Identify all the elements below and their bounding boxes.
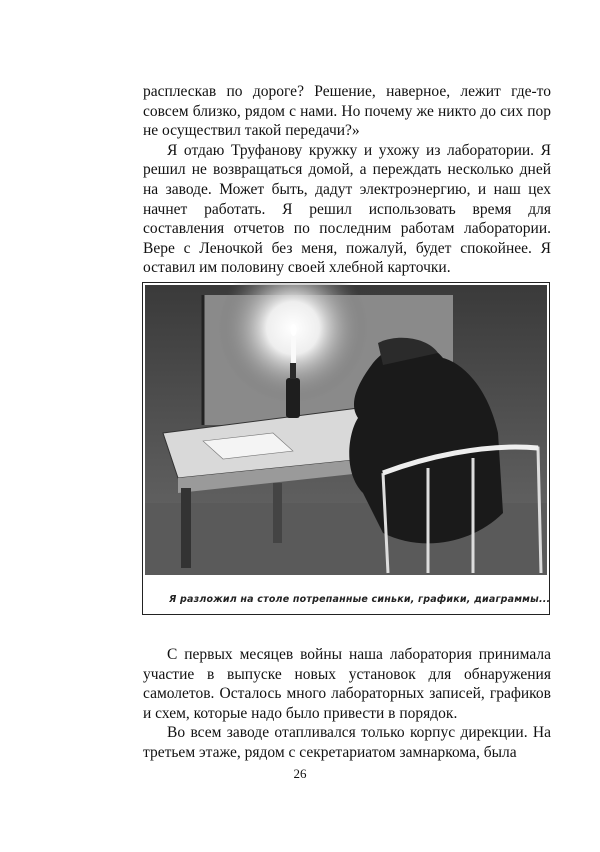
table-leg [181,488,191,568]
paragraph-continues: Во всем заводе отапливался только корпус дирекции. На третьем этаже, рядом с секретариатом замнаркома, была [143,724,551,761]
paragraph: С первых месяцев войны наша лаборатория принимала участие в выпуске новых установок для обнаружения самолетов. Осталось много лабораторных записей, графиков и схем, которые надо было привести в порядок. [143,646,551,722]
paragraph: Я отдаю Труфанову кружку и ухожу из лаборатории. Я решил не возвращаться домой, а переждать несколько дней на заводе. Может быть, дадут электроэнергию, и наш цех начнет работать. Я решил использовать время для составления отчетов по последним работам лаборатории. Вере с Леночкой без меня, пожалуй, будет спокойнее. Я оставил им половину своей хлебной карточки. [143,141,551,277]
illustration-caption: Я разложил на столе потрепанные синьки, графики, диаграммы... [169,594,551,605]
bottom-text-block [143,645,551,763]
page-number: 26 [293,766,307,781]
illustration-drawing [143,283,549,614]
illustration [142,282,550,615]
top-text-block [143,82,551,278]
bottle [286,378,300,418]
candle [291,335,296,363]
paragraph-continued: расплескав по дороге? Решение, наверное, лежит где-то совсем близко, рядом с нами. Но почему же никто до сих пор не осуществил такой передачи?» [143,83,551,140]
